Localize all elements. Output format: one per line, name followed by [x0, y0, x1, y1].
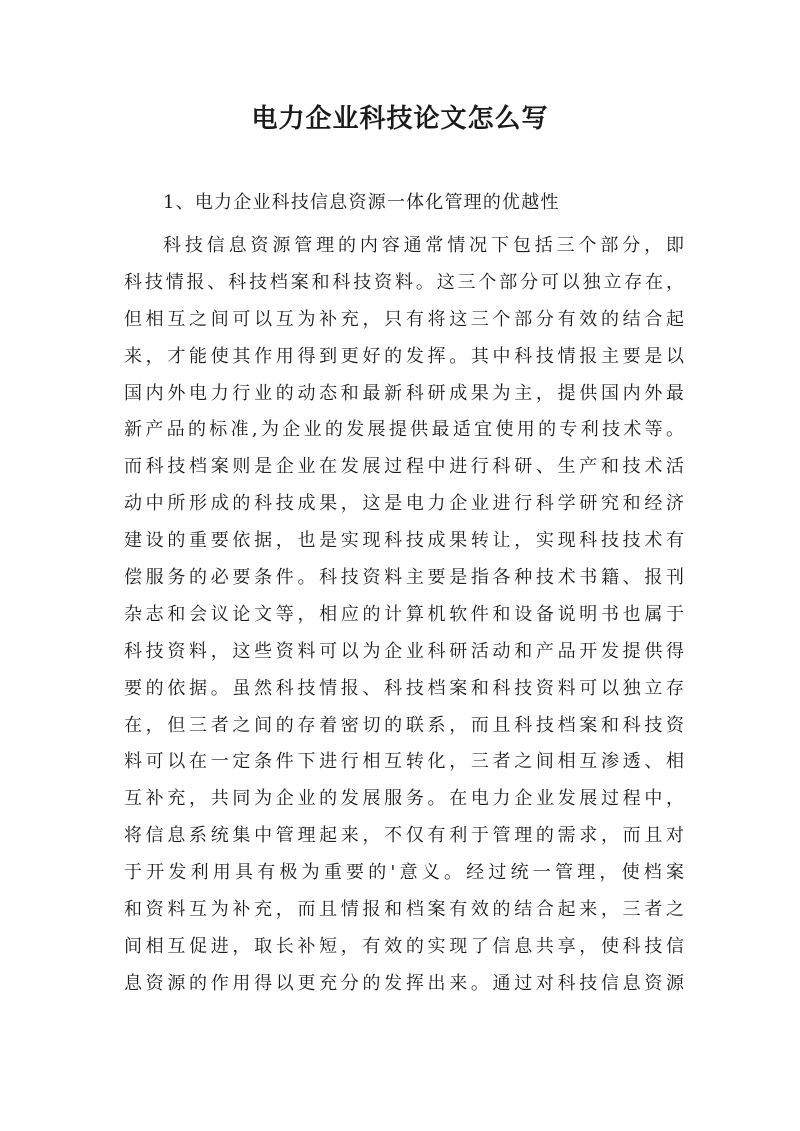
body-line: 要的依据。虽然科技情报、科技档案和科技资料可以独立存 — [124, 677, 684, 699]
body-line: 科技信息资源管理的内容通常情况下包括三个部分，即 — [163, 235, 684, 256]
body-line: 但相互之间可以互为补充，只有将这三个部分有效的结合起 — [124, 308, 684, 330]
body-line: 科技情报、科技档案和科技资料。这三个部分可以独立存在， — [124, 271, 684, 293]
body-line: 间相互促进，取长补短，有效的实现了信息共享，使科技信 — [124, 935, 684, 957]
body-line: 在，但三者之间的存着密切的联系，而且科技档案和科技资 — [124, 714, 684, 736]
body-line: 来，才能使其作用得到更好的发挥。其中科技情报主要是以 — [124, 345, 684, 367]
body-line: 杂志和会议论文等，相应的计算机软件和设备说明书也属于 — [124, 603, 684, 625]
body-line: 动中所形成的科技成果，这是电力企业进行科学研究和经济 — [124, 493, 684, 515]
body-line: 于开发利用具有极为重要的'意义。经过统一管理，使档案 — [124, 862, 684, 884]
body-line: 科技资料，这些资料可以为企业科研活动和产品开发提供得 — [124, 640, 684, 662]
body-line: 和资料互为补充，而且情报和档案有效的结合起来，三者之 — [124, 899, 684, 921]
body-paragraph — [124, 228, 684, 1003]
body-line: 偿服务的必要条件。科技资料主要是指各种技术书籍、报刊 — [124, 567, 684, 589]
body-line: 息资源的作用得以更充分的发挥出来。通过对科技信息资源 — [124, 972, 684, 994]
body-line: 料可以在一定条件下进行相互转化，三者之间相互渗透、相 — [124, 751, 684, 773]
body-line: 互补充，共同为企业的发展服务。在电力企业发展过程中， — [124, 788, 684, 810]
body-line: 建设的重要依据，也是实现科技成果转让，实现科技技术有 — [124, 530, 684, 552]
body-line: 国内外电力行业的动态和最新科研成果为主，提供国内外最 — [124, 382, 684, 404]
section-heading: 1、电力企业科技信息资源一体化管理的优越性 — [163, 192, 560, 213]
body-line: 而科技档案则是企业在发展过程中进行科研、生产和技术活 — [124, 456, 684, 478]
body-line: 新产品的标准,为企业的发展提供最适宜使用的专利技术等。 — [124, 419, 684, 441]
body-line: 将信息系统集中管理起来，不仅有利于管理的需求，而且对 — [124, 825, 684, 847]
document-title: 电力企业科技论文怎么写 — [251, 104, 549, 134]
